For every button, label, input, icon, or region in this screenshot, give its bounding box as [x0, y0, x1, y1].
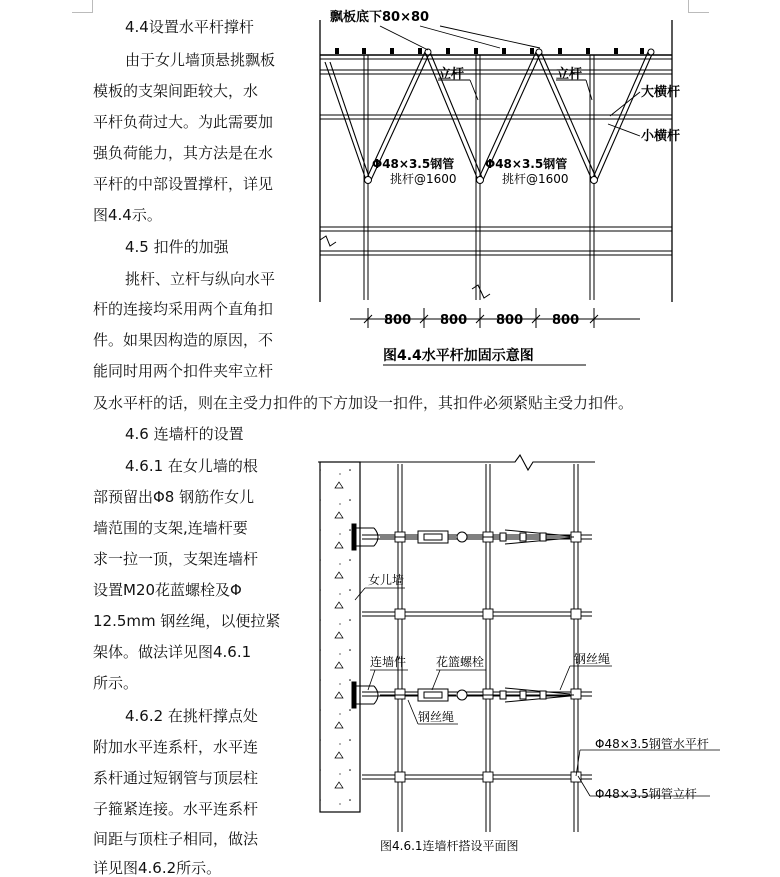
paragraph-line: 墙范围的支架,连墙杆要 — [93, 519, 248, 537]
paragraph-line: 图4.4示。 — [93, 206, 162, 224]
label-ledger: 大横杆 — [641, 85, 681, 100]
label-wire-rope: 钢丝绳 — [574, 652, 611, 666]
figure-caption: 图4.6.1连墙杆搭设平面图 — [380, 839, 519, 853]
label-turnbuckle: 花篮螺栓 — [436, 655, 485, 669]
paragraph-line: 求一拉一顶，支架连墙杆 — [93, 550, 259, 568]
paragraph-line: 强负荷能力，其方法是在水 — [93, 144, 274, 162]
label-transom: 小横杆 — [641, 129, 681, 144]
label-steel-pipe: Φ48×3.5钢管 — [372, 157, 455, 171]
label-standard: 立杆 — [556, 67, 583, 82]
figure-caption: 图4.4水平杆加固示意图 — [383, 348, 534, 364]
paragraph-line: 附加水平连系杆，水平连 — [93, 738, 259, 756]
label-standard-pipe: Φ48×3.5钢管立杆 — [595, 787, 697, 801]
dimension-value: 800 — [440, 313, 468, 328]
dimension-value: 800 — [384, 313, 412, 328]
label-slab-timber: 飘板底下80×80 — [330, 10, 430, 25]
wall-tie-assembly — [352, 524, 574, 550]
dimension-value: 800 — [552, 313, 580, 328]
paragraph-line: 部预留出Φ8 钢筋作女儿 — [93, 488, 255, 506]
paragraph-line: 12.5mm 钢丝绳，以便拉紧 — [93, 612, 281, 630]
paragraph-line: 及水平杆的话，则在主受力扣件的下方加设一扣件，其扣件必须紧贴主受力扣件。 — [93, 394, 634, 412]
paragraph-line: 模板的支架间距较大，水 — [93, 82, 259, 100]
label-standard: 立杆 — [438, 67, 465, 82]
paragraph-line: 间距与顶柱子相同，做法 — [93, 830, 259, 848]
label-steel-pipe: Φ48×3.5钢管 — [485, 157, 568, 171]
dimension-value: 800 — [496, 313, 524, 328]
paragraph-line: 4.6.1 在女儿墙的根 — [125, 457, 258, 475]
parapet-wall — [320, 462, 360, 812]
paragraph-line: 平杆负荷过大。为此需要加 — [93, 113, 274, 131]
paragraph-line: 杆的连接均采用两个直角扣 — [93, 300, 274, 318]
paragraph-line: 由于女儿墙顶悬挑飘板 — [125, 51, 276, 69]
paragraph-line: 设置M20花蓝螺栓及Φ — [93, 581, 242, 599]
label-parapet: 女儿墙 — [368, 573, 405, 587]
paragraph-line: 件。如果因构造的原因，不 — [93, 331, 274, 349]
paragraph-line: 架体。做法详见图4.6.1 — [93, 643, 252, 661]
label-outrigger: 挑杆@1600 — [390, 172, 457, 186]
coupler-clamps — [395, 532, 581, 782]
section-heading-4-5: 4.5 扣件的加强 — [125, 238, 229, 256]
section-heading-4-4: 4.4设置水平杆撑杆 — [125, 18, 254, 36]
label-ledger-pipe: Φ48×3.5钢管水平杆 — [595, 737, 709, 751]
paragraph-line: 所示。 — [93, 674, 139, 692]
paragraph-line: 子箍紧连接。水平连系杆 — [93, 800, 259, 818]
label-wire-rope: 钢丝绳 — [418, 710, 455, 724]
section-heading-4-6: 4.6 连墙杆的设置 — [125, 425, 244, 443]
label-wall-tie: 连墙件 — [370, 655, 407, 669]
paragraph-line: 系杆通过短钢管与顶层柱 — [93, 769, 259, 787]
label-outrigger: 挑杆@1600 — [502, 172, 569, 186]
paragraph-line: 挑杆、立杆与纵向水平 — [125, 270, 276, 288]
wall-tie-assembly — [352, 682, 574, 708]
paragraph-line: 4.6.2 在挑杆撑点处 — [125, 707, 258, 725]
paragraph-line: 能同时用两个扣件夹牢立杆 — [93, 362, 274, 380]
paragraph-line: 平杆的中部设置撑杆，详见 — [93, 175, 274, 193]
paragraph-line: 详见图4.6.2所示。 — [93, 859, 222, 877]
